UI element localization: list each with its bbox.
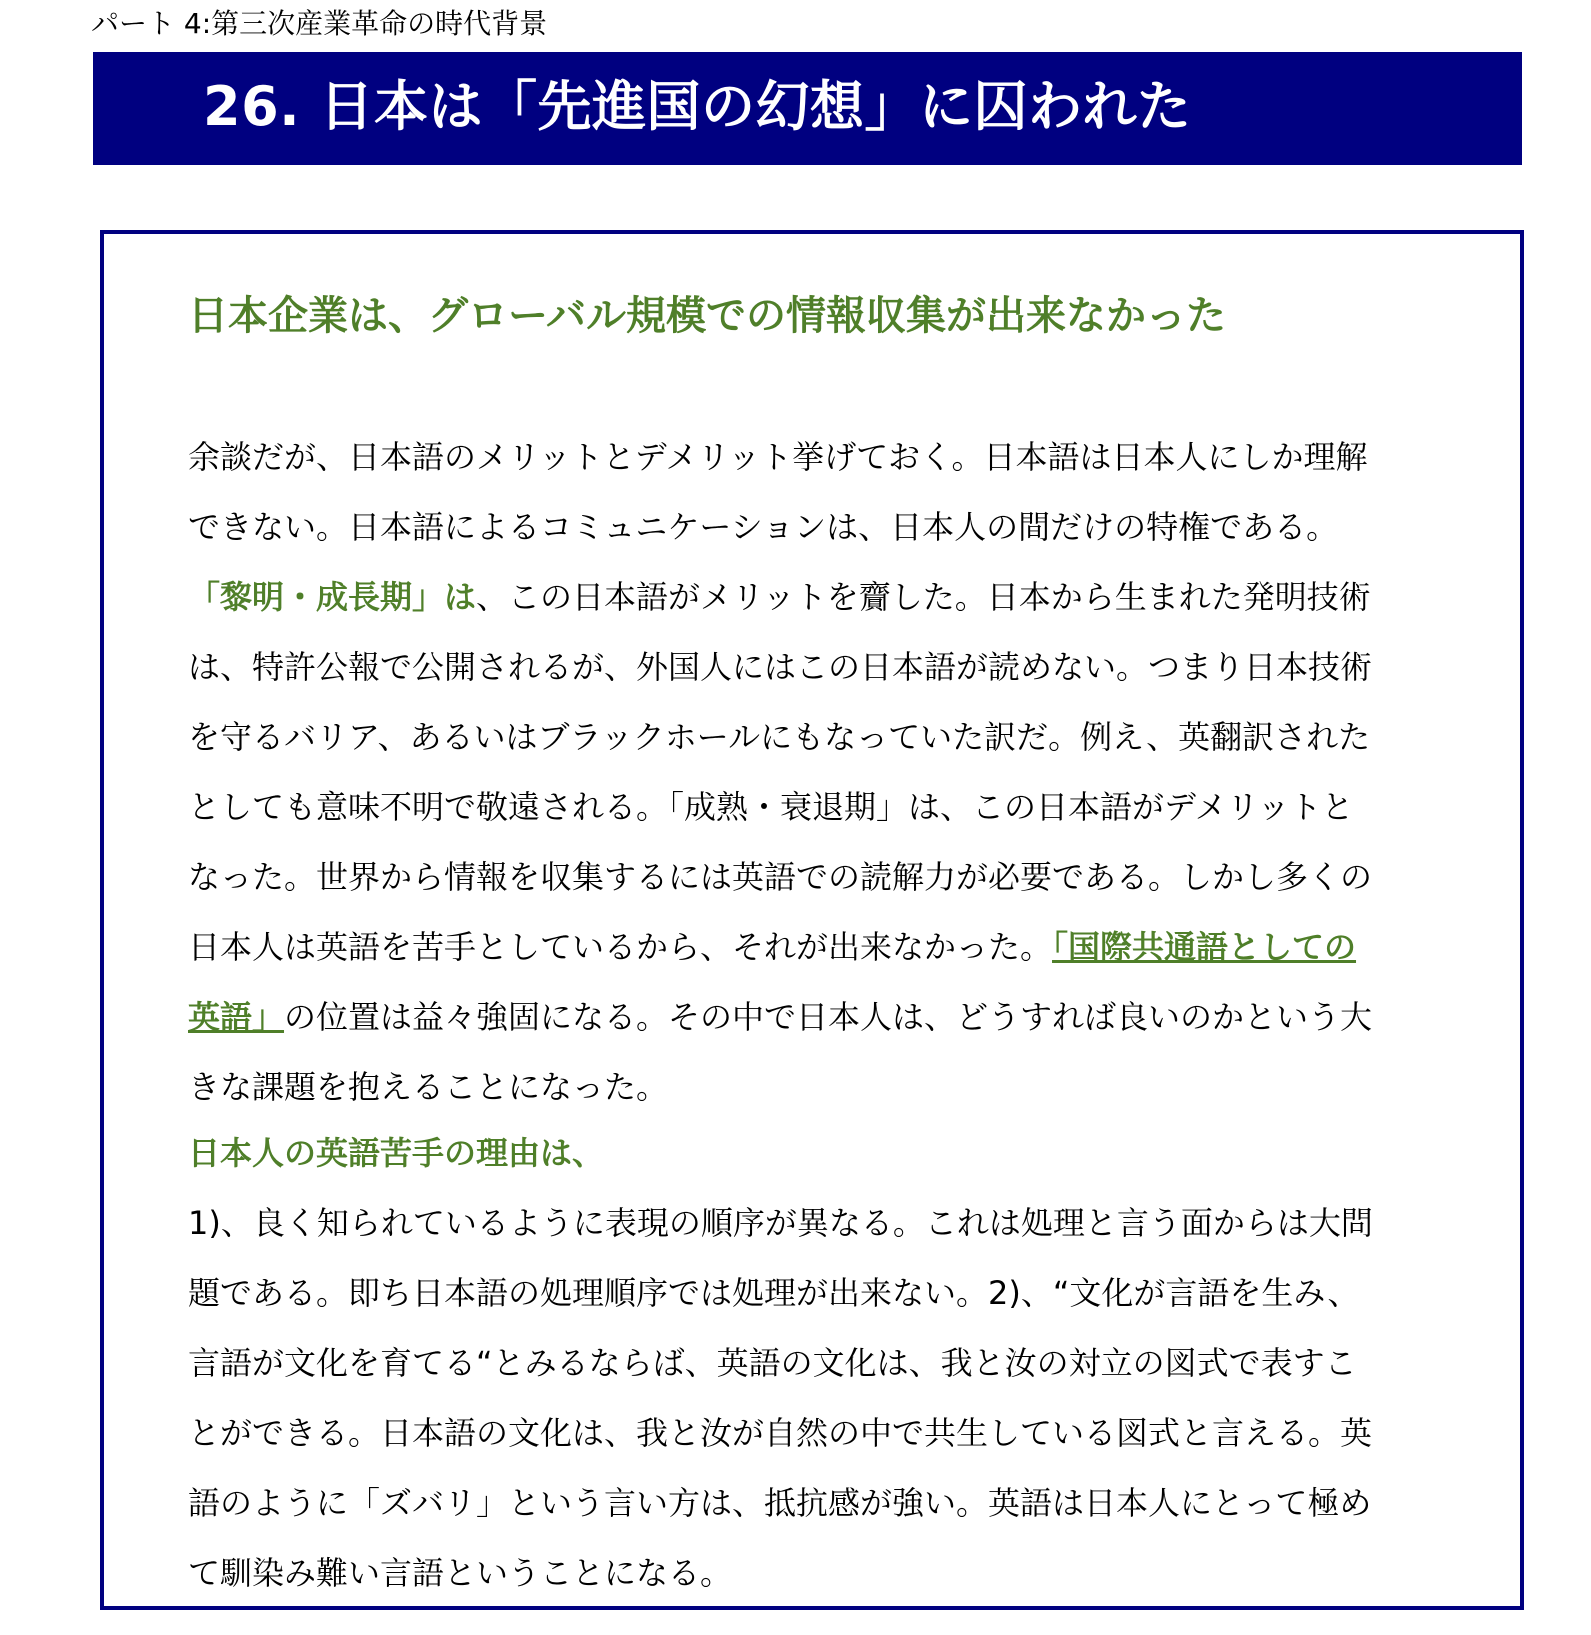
section-heading: 日本企業は、グローバル規模での情報収集が出来なかった xyxy=(188,293,1226,339)
paragraph-text: 余談だが、日本語のメリットとデメリット挙げておく。日本語は日本人にしか理解できない。日本語によるコミュニケーションは、日本人の間だけの特権である。 xyxy=(188,438,1368,546)
paragraph-first xyxy=(188,422,1378,1122)
international-english-link[interactable]: 「国際共通語としての英語」 xyxy=(188,928,1357,1036)
highlight-text: 「黎明・成長期」は xyxy=(188,578,477,616)
paragraph-second xyxy=(188,1118,1378,1608)
title-banner xyxy=(93,52,1522,165)
part-label: パート 4:第三次産業革命の時代背景 xyxy=(91,7,548,40)
paragraph-text: 、この日本語がメリットを齎した。日本から生まれた発明技術は、特許公報で公開されるが、外国人にはこの日本語が読めない。つまり日本技術を守るバリア、あるいはブラックホールにもなっていた訳だ。例え、英翻訳されたとしても意味不明で敬遠される。「成熟・衰退期」は、この日本語がデメリットとなった。世界から情報を収集するには英語での読解力が必要である。しかし多くの日本人は英語を苦手としているから、それが出来なかった。 xyxy=(188,578,1373,966)
page-title: 26. 日本は「先進国の幻想」に囚われた xyxy=(203,75,1192,138)
content-box xyxy=(100,230,1524,1610)
paragraph-text: の位置は益々強固になる。その中で日本人は、どうすれば良いのかという大きな課題を抱えることになった。 xyxy=(188,998,1373,1106)
paragraph-text: 1)、良く知られているように表現の順序が異なる。これは処理と言う面からは大問題である。即ち日本語の処理順序では処理が出来ない。2)、“文化が言語を生み、言語が文化を育てる“とみるならば、英語の文化は、我と汝の対立の図式で表すことができる。日本語の文化は、我と汝が自然の中で共生している図式と言える。英語のように「ズバリ」という言い方は、抵抗感が強い。英語は日本人にとって極めて馴染み難い言語ということになる。 xyxy=(188,1204,1373,1592)
subheading: 日本人の英語苦手の理由は、 xyxy=(188,1134,605,1172)
